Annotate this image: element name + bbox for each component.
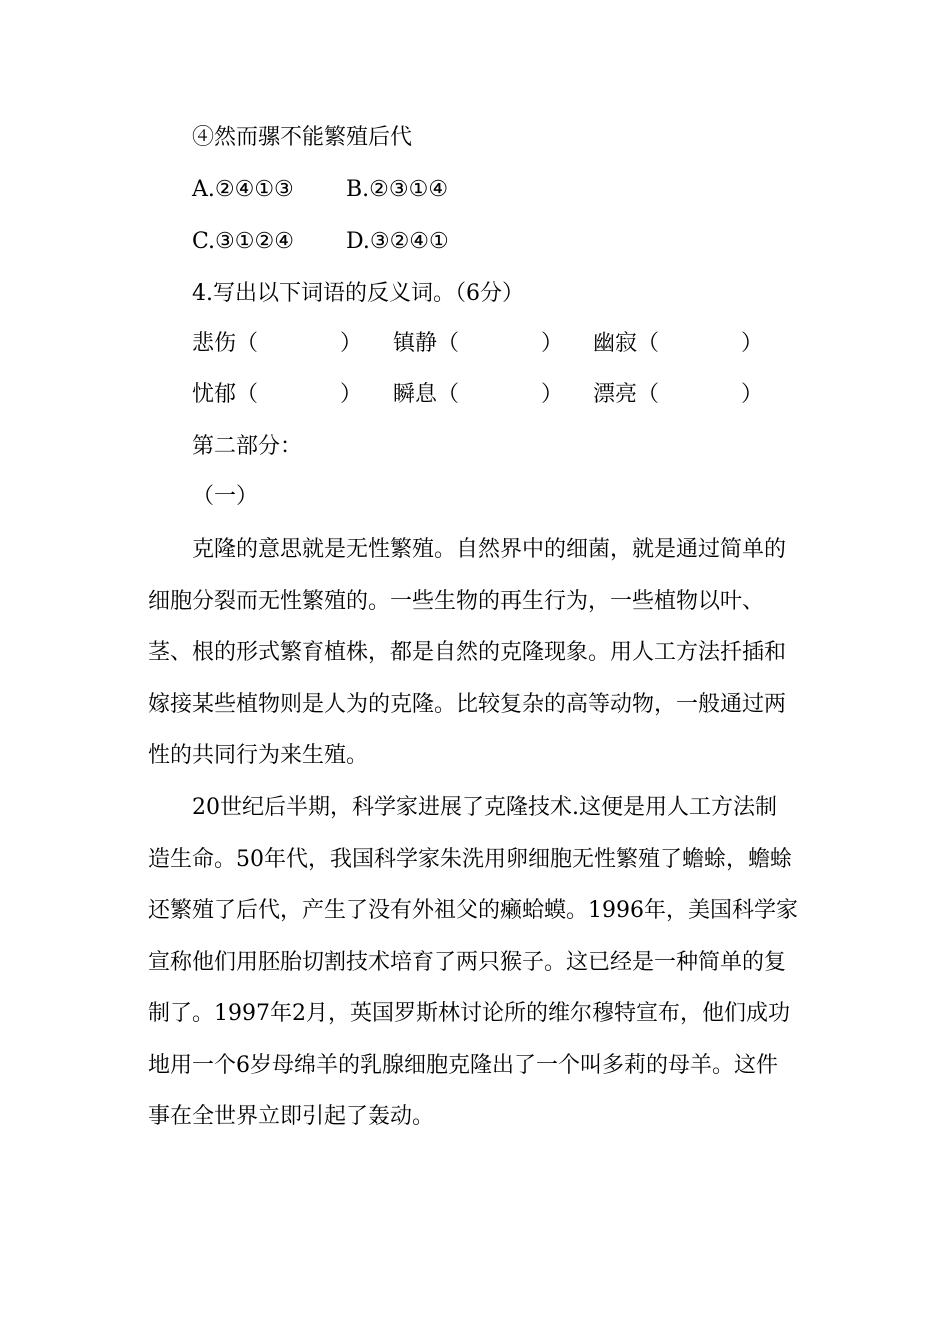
option-b: B.②③①④ [346, 177, 449, 202]
open-paren: （ [437, 331, 460, 356]
open-paren: （ [637, 331, 660, 356]
paragraph1-line: 性的共同行为来生殖。 [148, 743, 369, 768]
option-c: C.③①②④ [192, 229, 294, 254]
paragraph2-line: 造生命。50年代，我国科学家朱洗用卵细胞无性繁殖了蟾蜍，蟾蜍 [148, 847, 792, 872]
close-paren: ） [541, 331, 564, 356]
antonym-item [192, 381, 362, 409]
antonym-item [593, 330, 763, 358]
antonym-word: 忧郁 [192, 382, 237, 407]
paragraph1-line: 克隆的意思就是无性繁殖。自然界中的细菌，就是通过简单的 [192, 537, 787, 562]
open-paren: （ [236, 331, 259, 356]
close-paren: ） [741, 331, 764, 356]
close-paren: ） [541, 382, 564, 407]
paragraph1-line: 茎、根的形式繁育植株，都是自然的克隆现象。用人工方法扦插和 [148, 640, 787, 665]
paragraph1-line: 嫁接某些植物则是人为的克隆。比较复杂的高等动物，一般通过两 [148, 692, 787, 717]
antonym-item [393, 381, 563, 409]
antonym-item [393, 330, 563, 358]
antonym-item [192, 330, 362, 358]
question4-heading: 4.写出以下词语的反义词。（6分） [192, 281, 524, 306]
paragraph2-line: 20世纪后半期，科学家进展了克隆技术.这便是用人工方法制 [192, 795, 777, 820]
paragraph2-line: 地用一个6岁母绵羊的乳腺细胞克隆出了一个叫多莉的母羊。这件 [148, 1053, 778, 1078]
paragraph2-line: 制了。1997年2月，英国罗斯林讨论所的维尔穆特宣布，他们成功 [148, 1001, 790, 1026]
antonym-word: 幽寂 [593, 331, 638, 356]
paragraph1-line: 细胞分裂而无性繁殖的。一些生物的再生行为，一些植物以叶、 [148, 589, 765, 614]
option-d: D.③②④① [346, 229, 449, 254]
open-paren: （ [637, 382, 660, 407]
close-paren: ） [741, 382, 764, 407]
question3-item4: ④然而骡不能繁殖后代 [192, 125, 413, 150]
part2-heading: 第二部分： [192, 434, 303, 459]
close-paren: ） [340, 382, 363, 407]
paragraph2-line: 事在全世界立即引起了轰动。 [148, 1104, 435, 1129]
paragraph2-line: 还繁殖了后代，产生了没有外祖父的癞蛤蟆。1996年，美国科学家 [148, 898, 798, 923]
antonym-word: 悲伤 [192, 331, 237, 356]
antonym-word: 漂亮 [593, 382, 638, 407]
option-a: A.②④①③ [192, 177, 294, 202]
section-number: （一） [192, 484, 259, 509]
close-paren: ） [340, 331, 363, 356]
antonym-item [593, 381, 763, 409]
antonym-word: 镇静 [393, 331, 438, 356]
open-paren: （ [437, 382, 460, 407]
open-paren: （ [236, 382, 259, 407]
paragraph2-line: 宣称他们用胚胎切割技术培育了两只猴子。这已经是一种简单的复 [148, 950, 787, 975]
antonym-word: 瞬息 [393, 382, 438, 407]
